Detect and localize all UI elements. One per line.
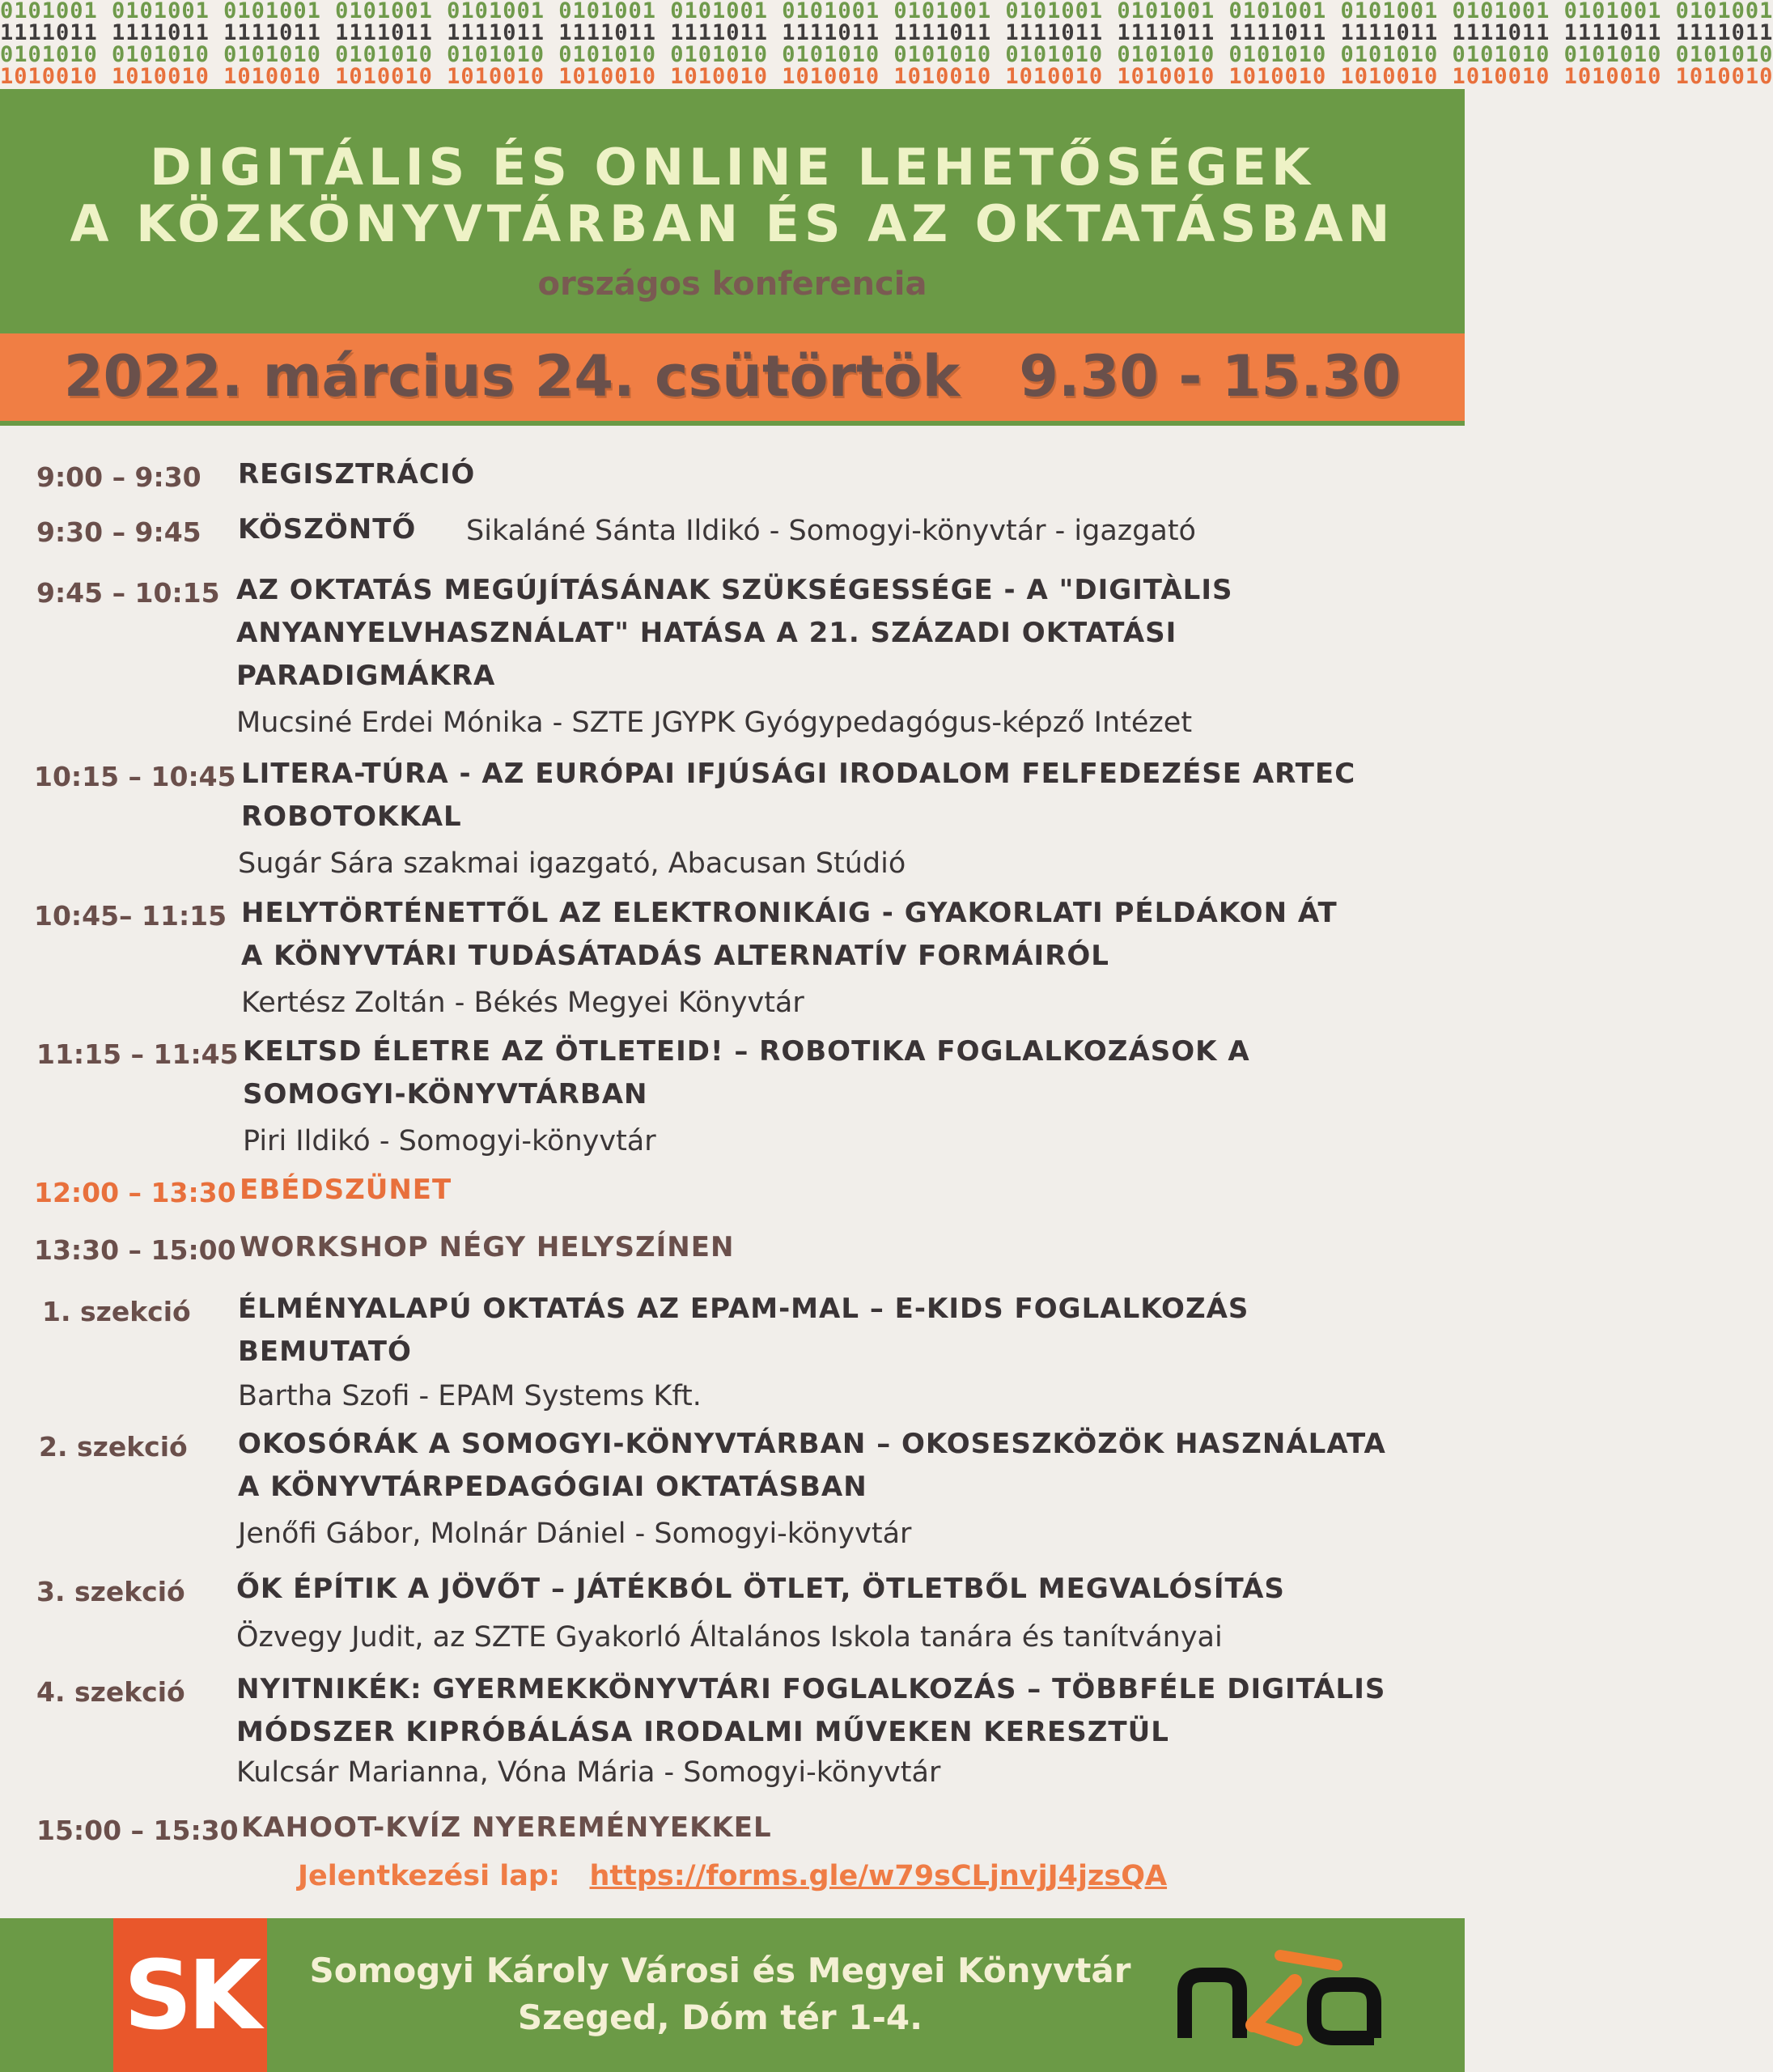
registration-line: [0, 1860, 1465, 1892]
program-title: ROBOTOKKAL: [241, 800, 462, 833]
program-time: 15:00 – 15:30: [36, 1815, 239, 1846]
program-title: ÉLMÉNYALAPÚ OKTATÁS AZ EPAM-MAL – E-KIDS FOGLALKOZÁS: [238, 1293, 1249, 1325]
program-time: 13:30 – 15:00: [34, 1234, 236, 1266]
binary-row: 0101001 0101001 0101001 0101001 0101001 0101001 0101001 0101001 0101001 0101001 0101001 0101001 0101001 0101001 0101001 0101001: [0, 0, 1773, 23]
program-time: 9:45 – 10:15: [36, 577, 220, 609]
registration-link[interactable]: https://forms.gle/w79sCLjnvjJ4jzsQA: [589, 1860, 1168, 1892]
binary-row: 0101010 0101010 0101010 0101010 0101010 0101010 0101010 0101010 0101010 0101010 0101010 0101010 0101010 0101010 0101010 0101010: [0, 42, 1773, 67]
event-date: 2022. március 24. csütörtök 9.30 - 15.30: [63, 343, 1402, 410]
nka-logo: [1175, 1941, 1385, 2054]
program-title: OKOSÓRÁK A SOMOGYI-KÖNYVTÁRBAN – OKOSESZKÖZÖK HASZNÁLATA: [238, 1428, 1386, 1460]
program-title: NYITNIKÉK: GYERMEKKÖNYVTÁRI FOGLALKOZÁS – TÖBBFÉLE DIGITÁLIS: [236, 1673, 1386, 1705]
title-banner: [0, 89, 1465, 333]
program-title: BEMUTATÓ: [238, 1335, 412, 1368]
library-name: Somogyi Károly Városi és Megyei Könyvtár: [309, 1951, 1131, 1990]
program-time: 9:30 – 9:45: [36, 516, 201, 548]
binary-row: 1010010 1010010 1010010 1010010 1010010 1010010 1010010 1010010 1010010 1010010 1010010 1010010 1010010 1010010 1010010 1010010: [0, 64, 1773, 89]
binary-code-decoration: [0, 0, 1773, 89]
program-speaker: Sikaláné Sánta Ildikó - Somogyi-könyvtár - igazgató: [466, 515, 1196, 547]
program-title: ŐK ÉPÍTIK A JÖVŐT – JÁTÉKBÓL ÖTLET, ÖTLETBŐL MEGVALÓSÍTÁS: [236, 1573, 1285, 1605]
program-title: WORKSHOP NÉGY HELYSZÍNEN: [240, 1231, 735, 1263]
program-speaker: Piri Ildikó - Somogyi-könyvtár: [243, 1125, 656, 1157]
program-title: AZ OKTATÁS MEGÚJÍTÁSÁNAK SZÜKSÉGESSÉGE - A "DIGITÀLIS: [236, 574, 1233, 606]
section-label: 1. szekció: [42, 1296, 191, 1327]
conference-subtitle: országos konferencia: [537, 265, 927, 303]
program-title: REGISZTRÁCIÓ: [238, 458, 476, 490]
title-line-2: A KÖZKÖNYVTÁRBAN ÉS AZ OKTATÁSBAN: [70, 194, 1395, 253]
program-speaker: Özvegy Judit, az SZTE Gyakorló Általános Iskola tanára és tanítványai: [236, 1621, 1223, 1654]
program-title: PARADIGMÁKRA: [236, 660, 496, 692]
nka-logo-icon: [1175, 1941, 1385, 2054]
program-title: KAHOOT-KVÍZ NYEREMÉNYEKKEL: [241, 1811, 772, 1844]
program-time: 9:00 – 9:30: [36, 461, 201, 493]
program-title: A KÖNYVTÁRI TUDÁSÁTADÁS ALTERNATÍV FORMÁIRÓL: [241, 940, 1109, 972]
footer: [0, 1918, 1465, 2072]
registration-label: Jelentkezési lap:: [297, 1860, 590, 1892]
title-line-1: DIGITÁLIS ÉS ONLINE LEHETŐSÉGEK: [150, 138, 1315, 197]
library-info: [267, 1947, 1173, 2041]
program-speaker: Kulcsár Marianna, Vóna Mária - Somogyi-könyvtár: [236, 1756, 941, 1789]
program-title: KELTSD ÉLETRE AZ ÖTLETEID! – ROBOTIKA FOGLALKOZÁSOK A: [243, 1035, 1250, 1068]
date-banner: [0, 333, 1465, 426]
section-label: 4. szekció: [36, 1676, 185, 1708]
program-time: 12:00 – 13:30: [34, 1177, 236, 1208]
program-title: SOMOGYI-KÖNYVTÁRBAN: [243, 1078, 648, 1110]
program-title: KÖSZÖNTŐ: [238, 513, 417, 546]
program-title: A KÖNYVTÁRPEDAGÓGIAI OKTATÁSBAN: [238, 1471, 867, 1503]
program-title: MÓDSZER KIPRÓBÁLÁSA IRODALMI MŰVEKEN KERESZTÜL: [236, 1716, 1169, 1748]
program-time: 10:15 – 10:45: [34, 761, 236, 792]
program-title: EBÉDSZÜNET: [240, 1174, 452, 1206]
section-label: 3. szekció: [36, 1576, 185, 1607]
program-title: HELYTÖRTÉNETTŐL AZ ELEKTRONIKÁIG - GYAKORLATI PÉLDÁKON ÁT: [241, 897, 1338, 929]
program-speaker: Kertész Zoltán - Békés Megyei Könyvtár: [241, 987, 804, 1019]
program-title: ANYANYELVHASZNÁLAT" HATÁSA A 21. SZÁZADI OKTATÁSI: [236, 617, 1177, 649]
program-speaker: Sugár Sára szakmai igazgató, Abacusan Stúdió: [238, 847, 906, 880]
sk-logo: SK: [113, 1918, 267, 2072]
section-label: 2. szekció: [39, 1431, 188, 1463]
binary-row: 1111011 1111011 1111011 1111011 1111011 1111011 1111011 1111011 1111011 1111011 1111011 1111011 1111011 1111011 1111011 1111011: [0, 20, 1773, 45]
program-speaker: Mucsiné Erdei Mónika - SZTE JGYPK Gyógypedagógus-képző Intézet: [236, 707, 1193, 739]
program-time: 11:15 – 11:45: [36, 1038, 239, 1070]
program-speaker: Jenőfi Gábor, Molnár Dániel - Somogyi-könyvtár: [238, 1518, 912, 1550]
program-title: LITERA-TÚRA - AZ EURÓPAI IFJÚSÁGI IRODALOM FELFEDEZÉSE ARTEC: [241, 758, 1356, 790]
program-time: 10:45– 11:15: [34, 900, 227, 932]
program-speaker: Bartha Szofi - EPAM Systems Kft.: [238, 1380, 702, 1412]
library-address: Szeged, Dóm tér 1-4.: [517, 1998, 923, 2037]
